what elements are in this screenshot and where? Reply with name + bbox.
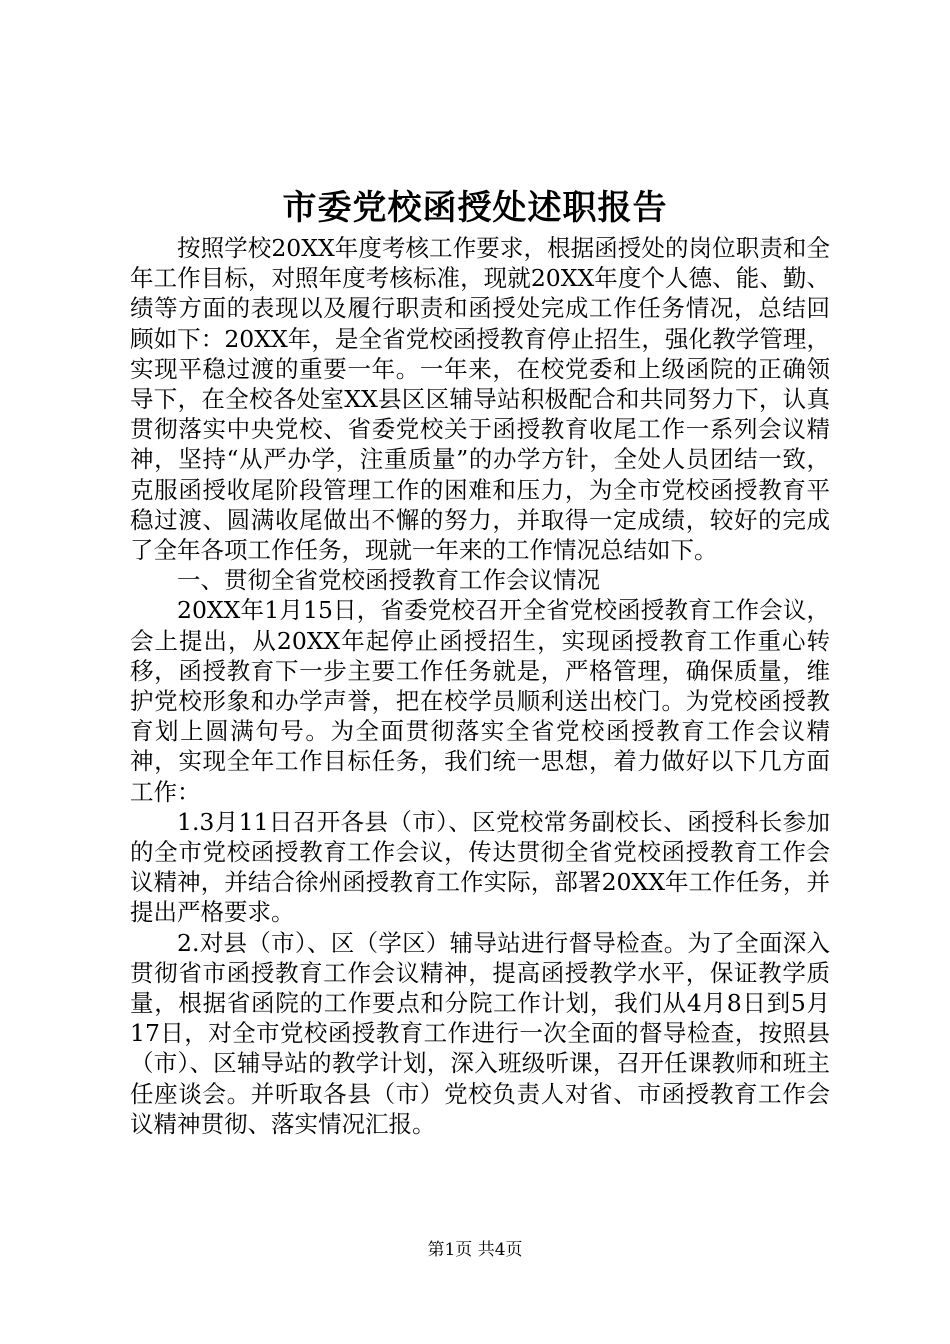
page-number-footer: 第1页 共4页 bbox=[427, 1240, 523, 1260]
paragraph-intro: 按照学校20XX年度考核工作要求，根据函授处的岗位职责和全年工作目标，对照年度考核标准，现就20XX年度个人德、能、勤、绩等方面的表现以及履行职责和函授处完成工作任务情况，总结回顾如下：20XX年，是全省党校函授教育停止招生，强化教学管理，实现平稳过渡的重要一年。一年来，在校党委和上级函院的正确领导下，在全校各处室XX县区区辅导站积极配合和共同努力下，认真贯彻落实中央党校、省委党校关于函授教育收尾工作一系列会议精神，坚持“从严办学，注重质量”的办学方针，全处人员团结一致，克服函授收尾阶段管理工作的困难和压力，为全市党校函授教育平稳过渡、圆满收尾做出不懈的努力，并取得一定成绩，较好的完成了全年各项工作任务，现就一年来的工作情况总结如下。 bbox=[130, 234, 830, 565]
document-title: 市委党校函授处述职报告 bbox=[282, 188, 668, 228]
paragraph-item-1: 1.3月11日召开各县（市）、区党校常务副校长、函授科长参加的全市党校函授教育工作会议，传达贯彻全省党校函授教育工作会议精神，并结合徐州函授教育工作实际，部署20XX年工作任务，并提出严格要求。 bbox=[130, 807, 830, 927]
paragraph-meeting: 20XX年1月15日，省委党校召开全省党校函授教育工作会议，会上提出，从20XX年起停止函授招生，实现函授教育工作重心转移，函授教育下一步主要工作任务就是，严格管理，确保质量，维护党校形象和办学声誉，把在校学员顺利送出校门。为党校函授教育划上圆满句号。为全面贯彻落实全省党校函授教育工作会议精神，实现全年工作目标任务，我们统一思想，着力做好以下几方面工作： bbox=[130, 596, 830, 806]
paragraph-item-2: 2.对县（市）、区（学区）辅导站进行督导检查。为了全面深入贯彻省市函授教育工作会议精神，提高函授教学水平，保证教学质量，根据省函院的工作要点和分院工作计划，我们从4月8日到5月17日，对全市党校函授教育工作进行一次全面的督导检查，按照县（市）、区辅导站的教学计划，深入班级听课，召开任课教师和班主任座谈会。并听取各县（市）党校负责人对省、市函授教育工作会议精神贯彻、落实情况汇报。 bbox=[130, 928, 830, 1138]
document-body bbox=[130, 233, 830, 1139]
section-heading: 一、贯彻全省党校函授教育工作会议情况 bbox=[177, 566, 600, 595]
